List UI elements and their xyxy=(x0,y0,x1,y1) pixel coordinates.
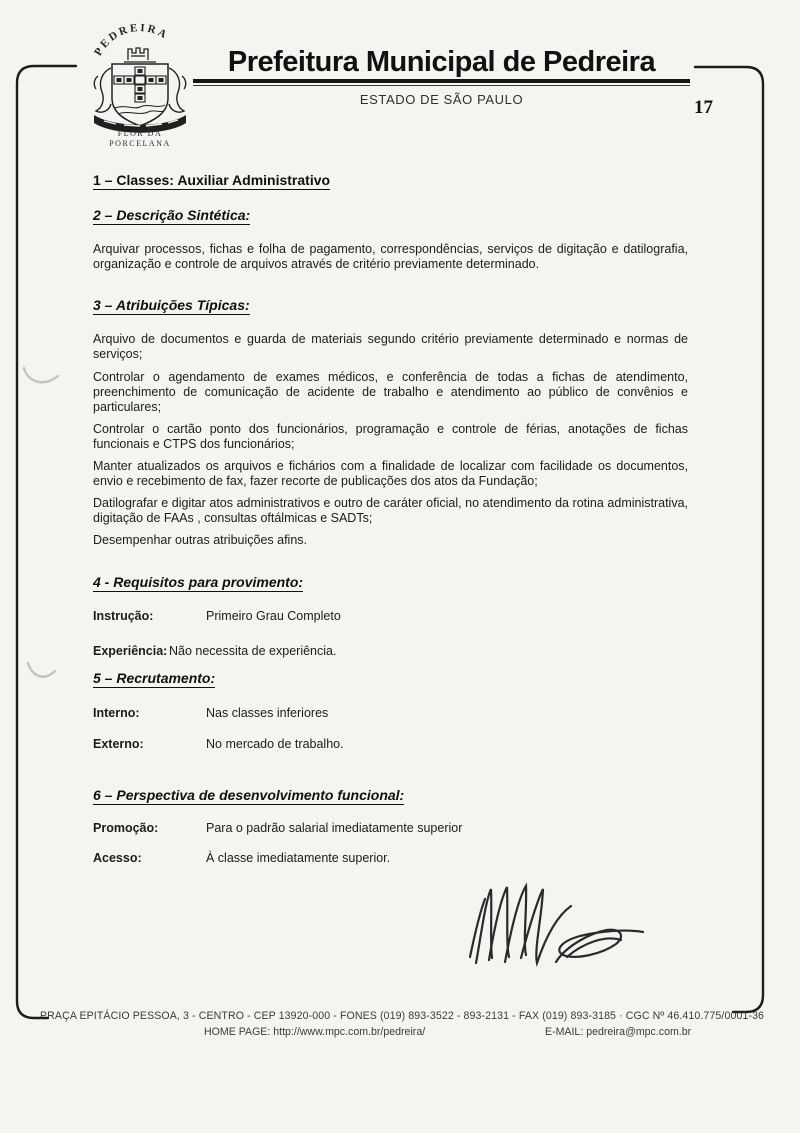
kv-label: Externo: xyxy=(93,737,144,751)
footer-email: E-MAIL: pedreira@mpc.com.br xyxy=(545,1026,692,1038)
kv-label: Interno: xyxy=(93,706,140,720)
kv-row-promocao xyxy=(93,821,688,835)
page-subtitle: ESTADO DE SÃO PAULO xyxy=(359,92,524,107)
section-3-paragraph-4: Manter atualizados os arquivos e fichários com a finalidade de localizar com facilidade os documentos, envio e recebimento de fax, fazer recorte de publicações dos atos da Fundação; xyxy=(93,459,688,488)
kv-label: Experiência: xyxy=(93,644,168,658)
page-title: Prefeitura Municipal de Pedreira xyxy=(227,46,656,78)
section-3-paragraph-6: Desempenhar outras atribuições afins. xyxy=(93,533,308,547)
title-rule-thin xyxy=(193,85,690,86)
kv-value: Primeiro Grau Completo xyxy=(206,609,341,623)
footer-address: PRAÇA EPITÁCIO PESSOA, 3 - CENTRO - CEP 13920-000 - FONES (019) 893-3522 - 893-2131 - FAX (019) 893-3185 · CGC Nº 46.410.775/0001-36 xyxy=(40,1010,765,1022)
kv-label: Instrução: xyxy=(93,609,154,623)
section-3-heading: 3 – Atribuições Típicas: xyxy=(93,297,250,313)
kv-value: À classe imediatamente superior. xyxy=(206,851,391,865)
section-3-paragraph-3: Controlar o cartão ponto dos funcionários, programação e controle de férias, anotações de fichas funcionais e CTPS dos funcionários; xyxy=(93,422,688,451)
pencil-mark xyxy=(24,368,58,677)
kv-row-experiencia xyxy=(93,644,688,658)
coat-of-arms-icon xyxy=(84,16,196,148)
section-6-heading: 6 – Perspectiva de desenvolvimento funcional: xyxy=(93,787,405,803)
crest-motto-1: FLOR DA xyxy=(117,129,163,138)
crest-arc-text: PEDREIRA xyxy=(92,21,171,58)
section-3-paragraph-1: Arquivo de documentos e guarda de materiais segundo critério previamente determinado e normas de serviços; xyxy=(93,332,688,361)
section-3-paragraph-5: Datilografar e digitar atos administrativos e outro de caráter oficial, no atendimento da rotina administrativa, digitação de FAAs , consultas oftálmicas e SADTs; xyxy=(93,496,688,525)
signature xyxy=(440,865,660,985)
kv-row-interno xyxy=(93,706,688,720)
kv-value: Não necessita de experiência. xyxy=(169,644,337,658)
section-3-paragraph-2: Controlar o agendamento de exames médicos, e conferência de todas a fichas de atendimento, preenchimento de comunicação de acidente de trabalho e atendimento ao público de convênios e particulares; xyxy=(93,370,688,414)
section-2-heading: 2 – Descrição Sintética: xyxy=(93,207,251,223)
kv-row-instrucao xyxy=(93,609,688,623)
kv-row-acesso xyxy=(93,851,688,865)
kv-value: No mercado de trabalho. xyxy=(206,737,344,751)
section-5-heading: 5 – Recrutamento: xyxy=(93,670,216,686)
title-rule-thick xyxy=(193,79,690,83)
kv-value: Nas classes inferiores xyxy=(206,706,329,720)
section-4-heading: 4 - Requisitos para provimento: xyxy=(93,574,304,590)
kv-label: Promoção: xyxy=(93,821,159,835)
section-2-paragraph: Arquivar processos, fichas e folha de pagamento, correspondências, serviços de digitação e datilografia, organização e controle de arquivos através de critério previamente determinado. xyxy=(93,242,688,271)
kv-row-externo xyxy=(93,737,688,751)
page-number: 17 xyxy=(694,97,713,118)
kv-value: Para o padrão salarial imediatamente superior xyxy=(206,821,463,835)
section-1-heading: 1 – Classes: Auxiliar Administrativo xyxy=(93,172,331,188)
kv-label: Acesso: xyxy=(93,851,142,865)
footer-homepage: HOME PAGE: http://www.mpc.com.br/pedreira/ xyxy=(204,1026,426,1038)
crest-motto-2: PORCELANA xyxy=(109,139,171,148)
